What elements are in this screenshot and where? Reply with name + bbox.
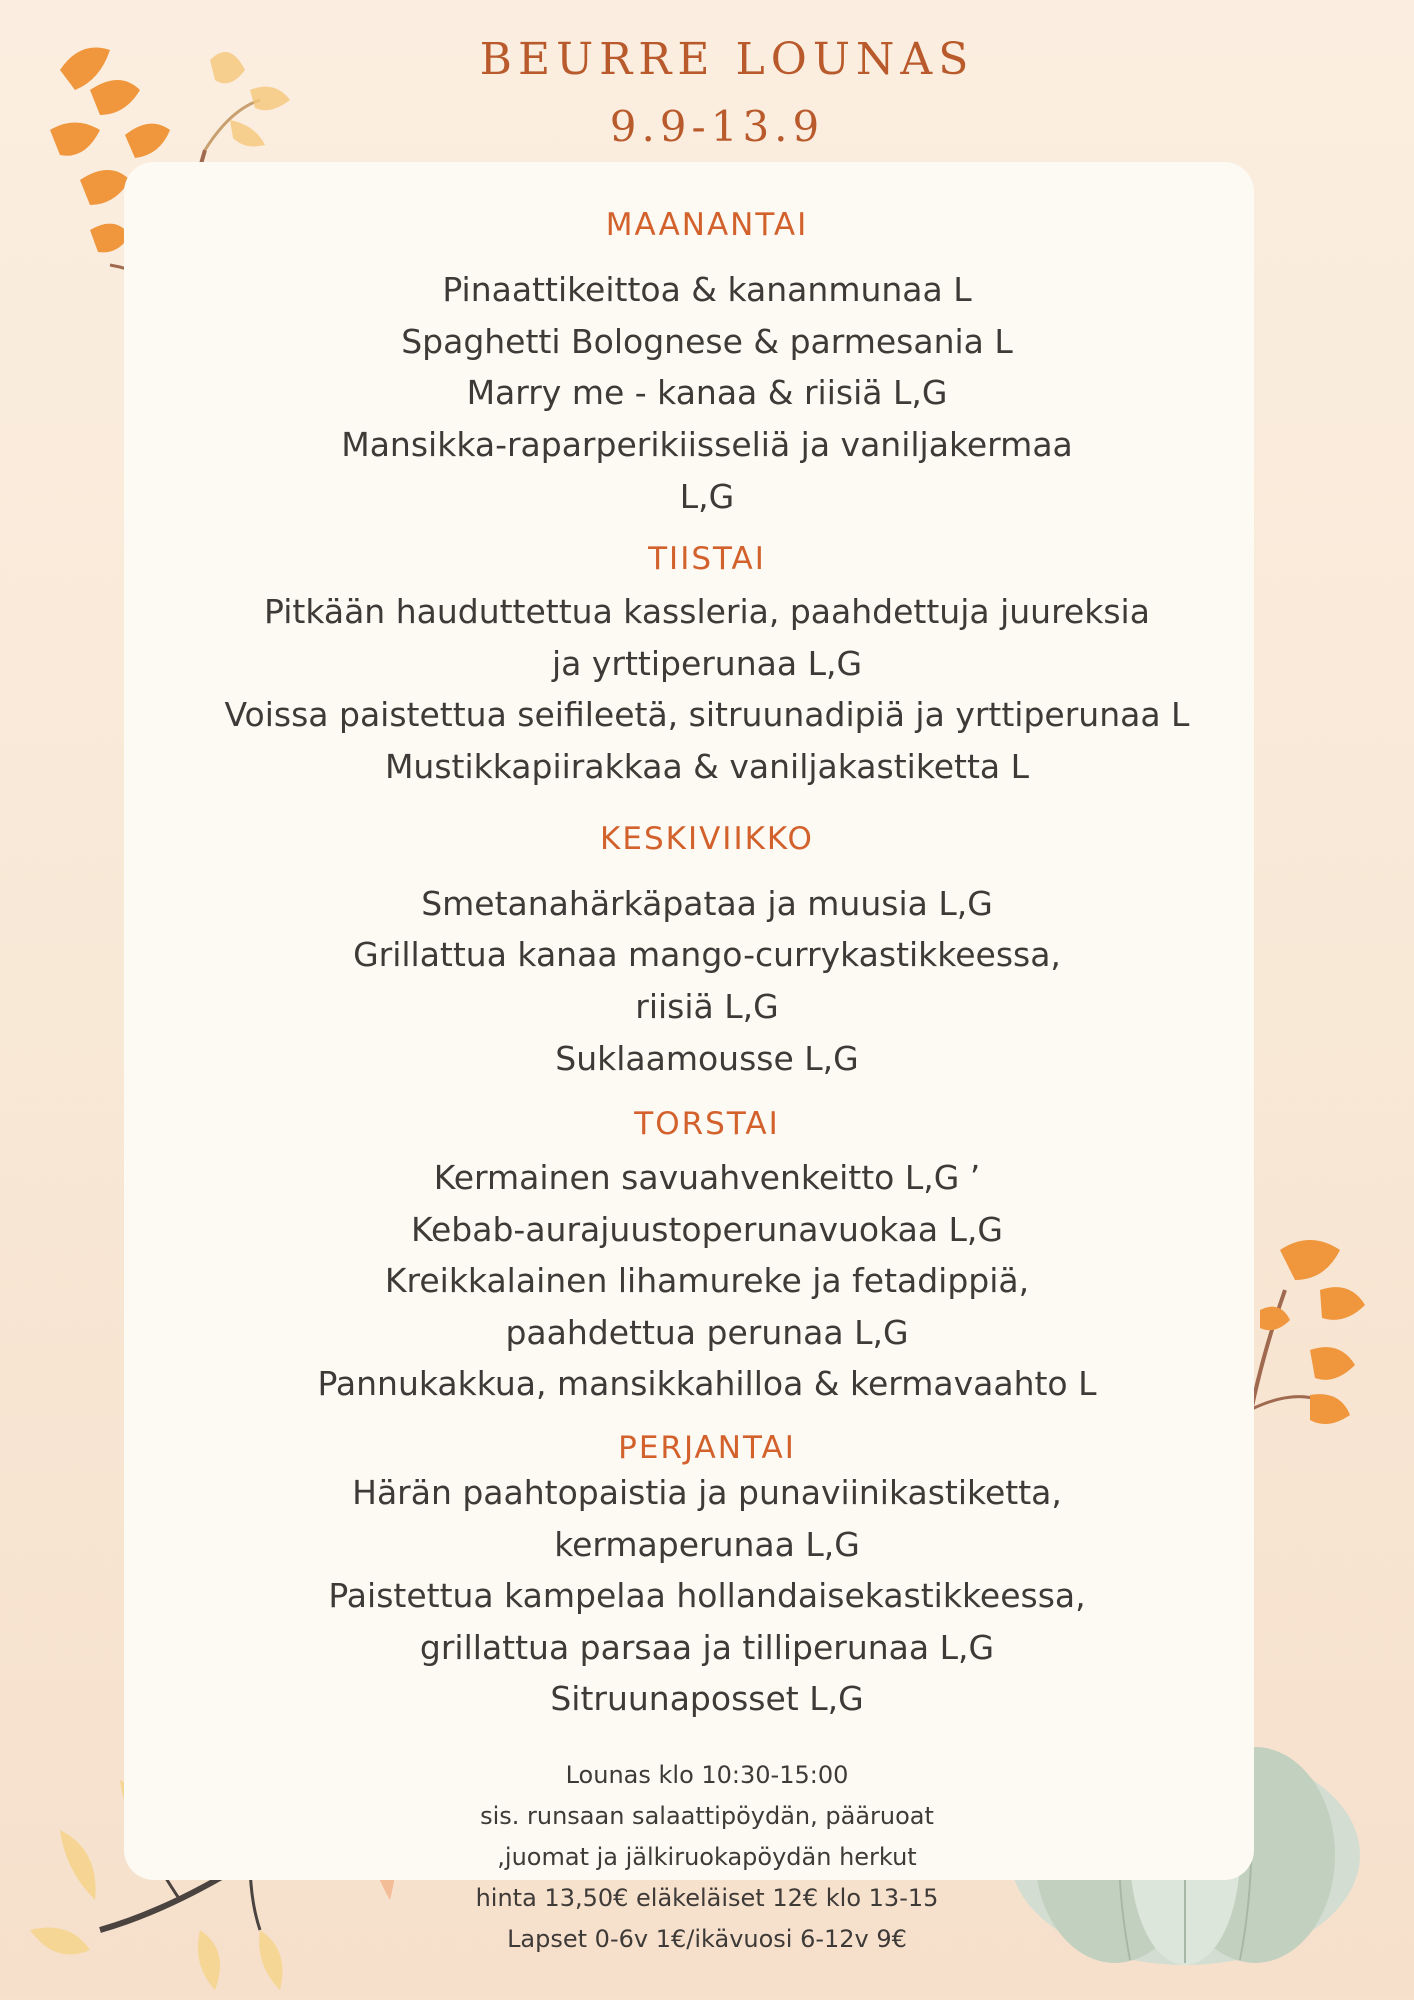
menu-item: Pinaattikeittoa & kananmunaa L bbox=[442, 270, 972, 309]
day-heading-friday: PERJANTAI bbox=[618, 1430, 796, 1466]
day-heading-thursday: TORSTAI bbox=[634, 1106, 780, 1142]
menu-title: BEURRE LOUNAS bbox=[479, 34, 975, 85]
lunch-hours: Lounas klo 10:30-15:00 bbox=[565, 1761, 849, 1789]
menu-item: kermaperunaa L,G bbox=[554, 1525, 860, 1564]
menu-item: Voissa paistettua seifileetä, sitruunadipiä ja yrttiperunaa L bbox=[224, 695, 1190, 734]
menu-item: L,G bbox=[679, 477, 735, 516]
menu-item: Marry me - kanaa & riisiä L,G bbox=[466, 373, 948, 412]
price-info: hinta 13,50€ eläkeläiset 12€ klo 13-15 bbox=[475, 1884, 939, 1912]
children-price-info: Lapset 0-6v 1€/ikävuosi 6-12v 9€ bbox=[507, 1925, 907, 1953]
menu-item: Sitruunaposset L,G bbox=[550, 1679, 864, 1718]
menu-item: Suklaamousse L,G bbox=[555, 1039, 859, 1078]
menu-item: Spaghetti Bolognese & parmesania L bbox=[401, 322, 1013, 361]
menu-item: Paistettua kampelaa hollandaisekastikkeessa, bbox=[328, 1576, 1086, 1615]
day-heading-monday: MAANANTAI bbox=[605, 207, 809, 243]
footer-line: sis. runsaan salaattipöydän, pääruoat bbox=[480, 1802, 934, 1830]
menu-dates: 9.9-13.9 bbox=[609, 102, 825, 151]
menu-item: Kebab-aurajuustoperunavuokaa L,G bbox=[411, 1210, 1003, 1249]
day-heading-tuesday: TIISTAI bbox=[648, 541, 766, 577]
menu-item: Pitkään hauduttettua kassleria, paahdettuja juureksia bbox=[264, 592, 1150, 631]
menu-item: paahdettua perunaa L,G bbox=[505, 1313, 909, 1352]
menu-item: Pannukakkua, mansikkahilloa & kermavaahto L bbox=[317, 1364, 1097, 1403]
menu-item: ja yrttiperunaa L,G bbox=[551, 644, 863, 683]
menu-item: grillattua parsaa ja tilliperunaa L,G bbox=[419, 1628, 995, 1667]
menu-item: Smetanahärkäpataa ja muusia L,G bbox=[421, 884, 993, 923]
menu-item: Härän paahtopaistia ja punaviinikastiketta, bbox=[352, 1473, 1062, 1512]
menu-item: Kermainen savuahvenkeitto L,G ’ bbox=[433, 1158, 981, 1197]
menu-item: Kreikkalainen lihamureke ja fetadippiä, bbox=[384, 1261, 1030, 1300]
menu-item: riisiä L,G bbox=[635, 987, 779, 1026]
menu-item: Mustikkapiirakkaa & vaniljakastiketta L bbox=[384, 747, 1030, 786]
menu-item: Mansikka-raparperikiisseliä ja vaniljakermaa bbox=[341, 425, 1073, 464]
day-heading-wednesday: KESKIVIIKKO bbox=[600, 821, 814, 857]
menu-item: Grillattua kanaa mango-currykastikkeessa, bbox=[353, 935, 1061, 974]
footer-line: ,juomat ja jälkiruokapöydän herkut bbox=[497, 1843, 917, 1871]
